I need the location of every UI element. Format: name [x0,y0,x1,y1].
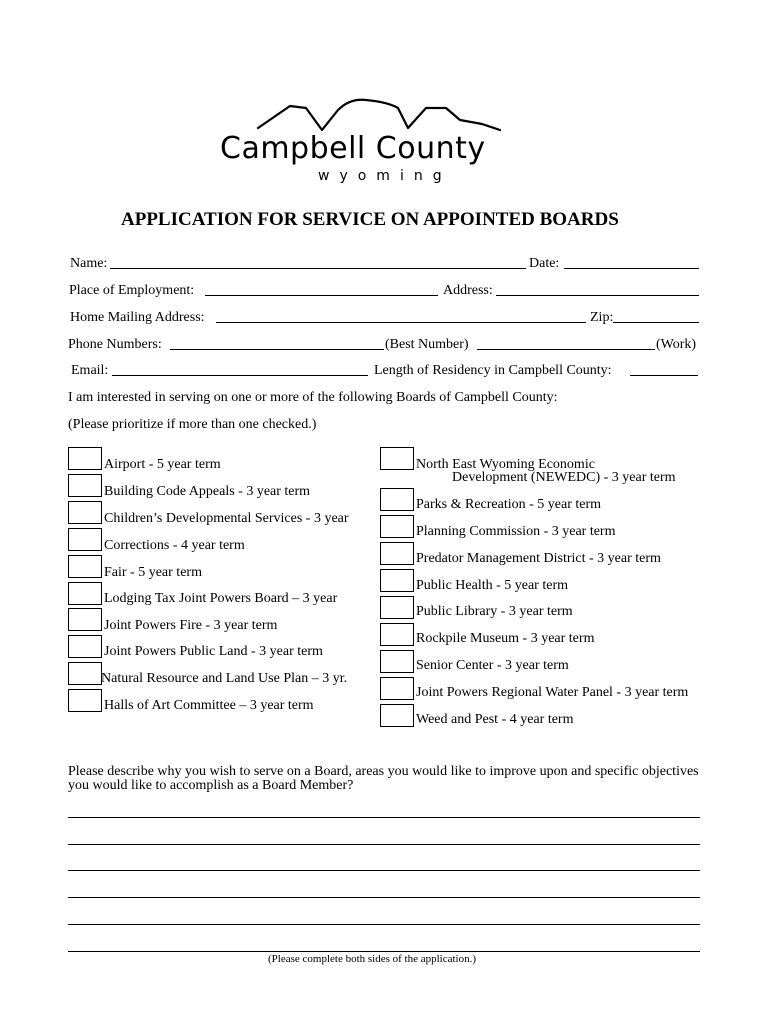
board-label-newedc: North East Wyoming Economic [416,457,595,472]
board-label-joint-powers-public-land: Joint Powers Public Land - 3 year term [104,644,323,659]
checkbox-public-library[interactable] [380,596,414,619]
board-label-weed-and-pest: Weed and Pest - 4 year term [416,712,574,727]
board-label-airport: Airport - 5 year term [104,457,221,472]
intro-text: I am interested in serving on one or more of the following Boards of Campbell County: [68,390,558,405]
answer-line-4[interactable] [68,897,700,898]
logo-name: Campbell County [220,131,486,166]
board-label-parks-recreation: Parks & Recreation - 5 year term [416,497,602,512]
page-title: APPLICATION FOR SERVICE ON APPOINTED BOARDS [121,209,619,230]
home-mailing-label: Home Mailing Address: [70,310,205,325]
board-label-planning-commission: Planning Commission - 3 year term [416,524,616,539]
checkbox-childrens-developmental[interactable] [68,501,102,524]
checkbox-predator-management[interactable] [380,542,414,565]
checkbox-joint-powers-water[interactable] [380,677,414,700]
checkbox-fair[interactable] [68,555,102,578]
best-number-label: (Best Number) [385,337,469,352]
email-label: Email: [71,363,109,378]
answer-line-6[interactable] [68,951,700,952]
board-label-fair: Fair - 5 year term [104,565,202,580]
board-label-predator-management: Predator Management District - 3 year term [416,551,661,566]
answer-line-1[interactable] [68,817,700,818]
board-label-senior-center: Senior Center - 3 year term [416,658,569,673]
board-label-joint-powers-water: Joint Powers Regional Water Panel - 3 year term [416,685,689,700]
board-label-halls-of-art: Halls of Art Committee – 3 year term [104,698,314,713]
email-field[interactable] [112,375,368,376]
checkbox-newedc[interactable] [380,447,414,470]
phone-best-field[interactable] [170,349,384,350]
checkbox-senior-center[interactable] [380,650,414,673]
board-label-natural-resource: Natural Resource and Land Use Plan – 3 yr. [101,671,348,686]
answer-line-5[interactable] [68,924,700,925]
checkbox-corrections[interactable] [68,528,102,551]
checkbox-public-health[interactable] [380,569,414,592]
zip-label: Zip: [590,310,614,325]
address-label: Address: [443,283,493,298]
board-label-lodging-tax: Lodging Tax Joint Powers Board – 3 year [104,591,338,606]
name-label: Name: [70,256,108,271]
checkbox-lodging-tax[interactable] [68,582,102,605]
residency-label: Length of Residency in Campbell County: [374,363,612,378]
answer-line-3[interactable] [68,870,700,871]
board-label-public-library: Public Library - 3 year term [416,604,573,619]
phone-label: Phone Numbers: [68,337,162,352]
board-label-building-code-appeals: Building Code Appeals - 3 year term [104,484,311,499]
board-label-corrections: Corrections - 4 year term [104,538,245,553]
mountain-logo-icon [250,96,520,136]
board-label-newedc-line2: Development (NEWEDC) - 3 year term [452,470,676,485]
employment-label: Place of Employment: [69,283,195,298]
date-label: Date: [529,256,560,271]
board-label-public-health: Public Health - 5 year term [416,578,569,593]
address-field[interactable] [496,295,699,296]
board-label-joint-powers-fire: Joint Powers Fire - 3 year term [104,618,278,633]
checkbox-natural-resource[interactable] [68,662,102,685]
checkbox-parks-recreation[interactable] [380,488,414,511]
footer-note: (Please complete both sides of the application.) [268,953,477,965]
checkbox-joint-powers-public-land[interactable] [68,635,102,658]
board-label-rockpile-museum: Rockpile Museum - 3 year term [416,631,595,646]
board-label-childrens-developmental: Children’s Developmental Services - 3 year [104,511,349,526]
checkbox-planning-commission[interactable] [380,515,414,538]
home-mailing-field[interactable] [216,322,586,323]
prioritize-note: (Please prioritize if more than one checked.) [68,417,317,432]
answer-line-2[interactable] [68,844,700,845]
work-label: (Work) [656,337,697,352]
checkbox-building-code-appeals[interactable] [68,474,102,497]
checkbox-weed-and-pest[interactable] [380,704,414,727]
phone-work-field[interactable] [477,349,655,350]
zip-field[interactable] [613,322,699,323]
checkbox-halls-of-art[interactable] [68,689,102,712]
checkbox-rockpile-museum[interactable] [380,623,414,646]
name-field[interactable] [110,268,526,269]
logo-subtitle: wyoming [318,168,452,184]
date-field[interactable] [564,268,699,269]
checkbox-joint-powers-fire[interactable] [68,608,102,631]
employment-field[interactable] [205,295,438,296]
describe-prompt: Please describe why you wish to serve on a Board, areas you would like to improve upon and specific objectives you would like to accomplish as a Board Member? [68,764,699,793]
checkbox-airport[interactable] [68,447,102,470]
residency-field[interactable] [630,375,698,376]
